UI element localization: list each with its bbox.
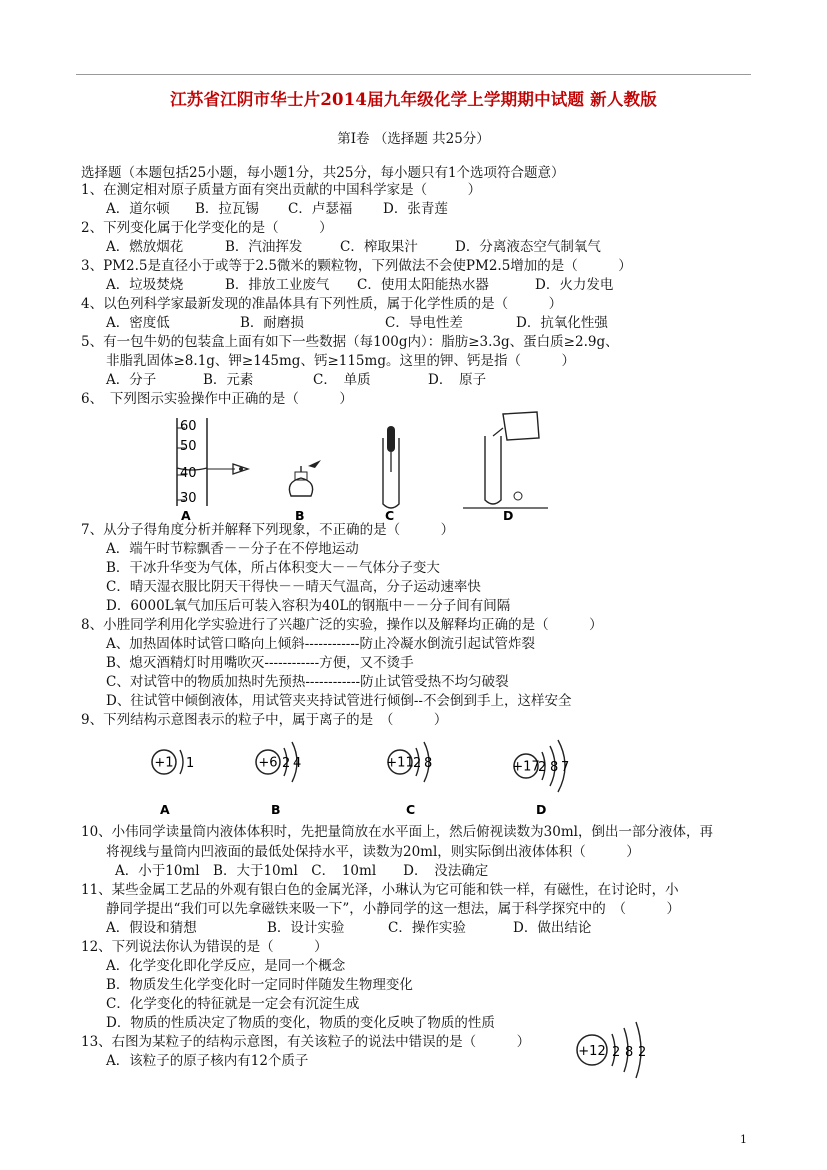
question-3-stem: 3、PM2.5是直径小于或等于2.5微米的颗粒物，下列做法不会使PM2.5增加的是（ ）	[81, 258, 632, 274]
option: D．抗氧化性强	[516, 315, 608, 331]
question-8-option-b: B、熄灭酒精灯时用嘴吹灭------------方便，又不烫手	[106, 655, 414, 671]
alcohol-lamp-icon	[289, 460, 321, 496]
question-7-option-d: D．6000L氧气加压后可装入容积为40L的钢瓶中－－分子间有间隔	[106, 598, 511, 614]
question-10-stem-continued: 将视线与量筒内凹液面的最低处保持水平，读数为20ml，则实际倒出液体体积（ ）	[106, 844, 640, 860]
section-intro: 选择题（本题包括25小题，每小题1分，共25分，每小题只有1个选项符合题意）	[81, 165, 565, 181]
question-10-options: A．小于10ml B．大于10ml C． 10ml D． 没法确定	[115, 863, 489, 879]
question-12-option-b: B．物质发生化学变化时一定同时伴随发生物理变化	[106, 977, 413, 993]
question-7-stem: 7、从分子得角度分析并解释下列现象，不正确的是（ ）	[81, 522, 455, 538]
tick-label: 50	[180, 439, 197, 454]
question-1-stem: 1、在测定相对原子质量方面有突出贡献的中国科学家是（ ）	[81, 182, 482, 198]
svg-text:2: 2	[638, 1045, 647, 1060]
svg-text:+11: +11	[386, 755, 414, 771]
question-2-stem: 2、下列变化属于化学变化的是（ ）	[81, 220, 333, 236]
svg-text:8: 8	[424, 756, 433, 771]
question-10-stem: 10、小伟同学读量筒内液体体积时，先把量筒放在水平面上，然后俯视读数为30ml，倒出一部分液体，再	[81, 824, 713, 840]
question-5-stem: 5、有一包牛奶的包装盒上面有如下一些数据（每100g内）：脂肪≥3.3g、蛋白质≥2.9g、	[81, 334, 619, 350]
question-12-option-a: A．化学变化即化学反应，是同一个概念	[106, 958, 346, 974]
atom-diagram-d	[512, 740, 569, 817]
option: C．导电性差	[385, 315, 463, 331]
svg-text:B: B	[271, 802, 281, 817]
svg-text:2: 2	[413, 756, 422, 771]
question-12-option-c: C．化学变化的特征就是一定会有沉淀生成	[106, 996, 360, 1012]
option: B．汽油挥发	[225, 239, 303, 255]
atom-diagram-b	[256, 742, 301, 817]
question-7-option-b: B．干冰升华变为气体，所占体积变大－－气体分子变大	[106, 560, 440, 576]
option: D．分离液态空气制氧气	[455, 239, 601, 255]
option: C．榨取果汁	[340, 239, 418, 255]
question-7-option-a: A．端午时节粽飘香－－分子在不停地运动	[106, 541, 359, 557]
question-13-option-a: A．该粒子的原子核内有12个质子	[106, 1053, 309, 1069]
question-8-option-a: A、加热固体时试管口略向上倾斜------------防止冷凝水倒流引起试管炸裂	[106, 636, 535, 652]
option: A．垃圾焚烧	[106, 277, 184, 293]
svg-text:7: 7	[561, 760, 570, 775]
tick-label: 60	[180, 419, 197, 434]
option: A．密度低	[106, 315, 170, 331]
question-12-stem: 12、下列说法你认为错误的是（ ）	[81, 939, 328, 955]
question-7-option-c: C．晴天湿衣服比阴天干得快－－晴天气温高，分子运动速率快	[106, 579, 481, 595]
question-6-stem: 6、 下列图示实验操作中正确的是（ ）	[81, 391, 353, 407]
svg-text:A: A	[160, 802, 170, 817]
option: D．张青莲	[383, 201, 448, 217]
lab-operations-figure	[163, 408, 553, 525]
question-8-option-d: D、往试管中倾倒液体，用试管夹夹持试管进行倾倒--不会倒到手上，这样安全	[106, 693, 572, 709]
svg-text:2: 2	[282, 756, 291, 771]
svg-text:2: 2	[538, 760, 547, 775]
option: C．使用太阳能热水器	[357, 277, 489, 293]
question-13-stem: 13、右图为某粒子的结构示意图，有关该粒子的说法中错误的是（ ）	[81, 1034, 531, 1050]
atom-diagram-c	[386, 742, 432, 817]
figure-label-a: A	[181, 508, 191, 523]
question-4-stem: 4、以色列科学家最新发现的准晶体具有下列性质，属于化学性质的是（ ）	[81, 296, 563, 312]
option: B．拉瓦锡	[195, 201, 259, 217]
svg-text:+17: +17	[512, 759, 540, 775]
option: A．假设和猜想	[106, 920, 197, 936]
option: B．耐磨损	[240, 315, 304, 331]
tick-label: 40	[180, 466, 197, 481]
option: C．卢瑟福	[288, 201, 353, 217]
option: A．道尔顿	[106, 201, 170, 217]
question-9-stem: 9、下列结构示意图表示的粒子中，属于离子的是 （ ）	[81, 712, 448, 728]
pouring-liquid-icon	[463, 412, 548, 508]
atomic-structure-diagrams	[140, 728, 580, 820]
svg-text:+1: +1	[154, 755, 174, 771]
svg-text:D: D	[536, 802, 547, 817]
option: B．排放工业废气	[225, 277, 330, 293]
atom-diagram-q13	[568, 1018, 668, 1080]
svg-text:2: 2	[612, 1045, 621, 1060]
page-number: 1	[740, 1133, 747, 1146]
svg-text:+6: +6	[258, 755, 278, 771]
option: D．做出结论	[513, 920, 592, 936]
option: C． 单质	[313, 372, 371, 388]
test-tube-dropper-icon	[383, 426, 399, 508]
option: D． 原子	[428, 372, 487, 388]
question-8-stem: 8、小胜同学利用化学实验进行了兴趣广泛的实验，操作以及解释均正确的是（ ）	[81, 617, 603, 633]
option: D．火力发电	[535, 277, 614, 293]
option: A．分子	[106, 372, 157, 388]
question-11-stem-continued: 静同学提出“我们可以先拿磁铁来吸一下”，小静同学的这一想法，属于科学探究中的 （ ）	[106, 901, 681, 917]
option: A．燃放烟花	[106, 239, 184, 255]
question-12-option-d: D．物质的性质决定了物质的变化，物质的变化反映了物质的性质	[106, 1015, 495, 1031]
figure-label-b: B	[295, 508, 305, 523]
question-8-option-c: C、对试管中的物质加热时先预热------------防止试管受热不均匀破裂	[106, 674, 509, 690]
option: B．元素	[203, 372, 254, 388]
svg-text:+12: +12	[578, 1044, 606, 1059]
svg-text:C: C	[406, 802, 416, 817]
document-title: 江苏省江阴市华士片2014届九年级化学上学期期中试题 新人教版	[170, 90, 657, 109]
option: B．设计实验	[267, 920, 345, 936]
atom-diagram-a	[152, 750, 194, 817]
tick-label: 30	[180, 491, 197, 506]
option: C．操作实验	[388, 920, 466, 936]
figure-label-c: C	[385, 508, 395, 523]
figure-label-d: D	[503, 508, 514, 523]
question-5-stem-continued: 非脂乳固体≥8.1g、钾≥145mg、钙≥115mg。这里的钾、钙是指（ ）	[106, 353, 575, 369]
svg-text:8: 8	[625, 1045, 634, 1060]
question-11-stem: 11、某些金属工艺品的外观有银白色的金属光泽，小琳认为它可能和铁一样，有磁性，在讨论时，小	[81, 882, 679, 898]
section-subtitle: 第Ⅰ卷 （选择题 共25分）	[337, 131, 490, 147]
svg-text:8: 8	[550, 760, 559, 775]
svg-text:1: 1	[186, 756, 195, 771]
header-rule	[76, 74, 751, 75]
svg-text:4: 4	[293, 756, 302, 771]
